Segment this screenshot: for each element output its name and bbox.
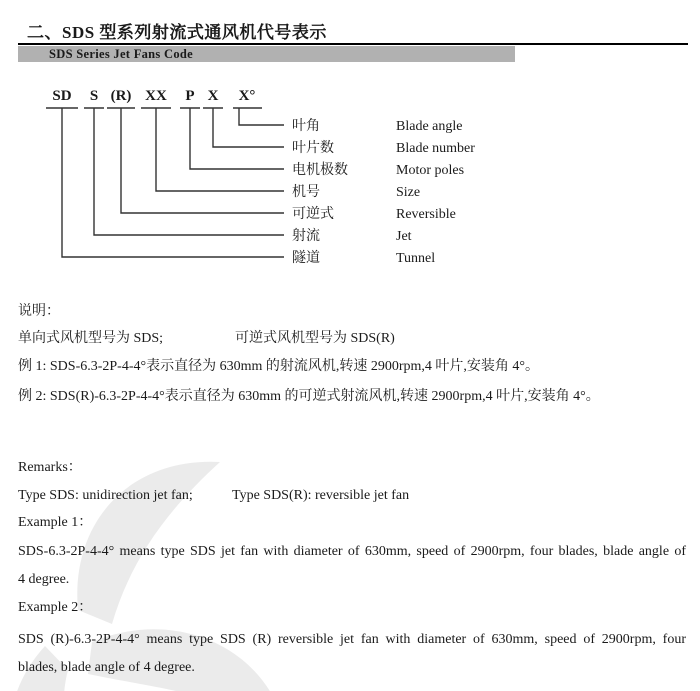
remarks-heading-en: Remarks：	[18, 460, 82, 475]
code-part-jet: S	[89, 88, 99, 104]
code-string	[52, 88, 255, 104]
fan-type-line-en	[18, 487, 410, 505]
label-blade-number-cn: 叶片数	[292, 141, 334, 156]
page-subtitle: SDS Series Jet Fans Code	[49, 46, 194, 61]
code-part-blade-number: X	[207, 88, 219, 104]
example-1-line-2-en: 4 degree.	[18, 572, 70, 587]
code-part-tunnel: SD	[52, 88, 72, 104]
label-tunnel-en: Tunnel	[396, 251, 436, 266]
label-reversible-cn: 可逆式	[292, 207, 334, 222]
label-size-en: Size	[396, 185, 421, 200]
type-reversible-en: Type SDS(R): reversible jet fan	[232, 488, 410, 503]
example-2-line-1-en: SDS (R)-6.3-2P-4-4° means type SDS (R) reversible jet fan with diameter of 630mm, speed of 2900rpm, four	[18, 632, 686, 647]
label-jet-en: Jet	[396, 229, 412, 244]
code-part-size: XX	[145, 88, 167, 104]
code-diagram	[0, 82, 700, 282]
label-blade-angle-cn: 叶角	[292, 119, 320, 134]
title-underline-rule	[18, 43, 688, 45]
type-unidirectional-en: Type SDS: unidirection jet fan;	[18, 488, 193, 503]
fan-type-line-cn	[18, 330, 395, 348]
code-part-reversible: (R)	[110, 88, 132, 104]
diagram-labels-cn	[292, 118, 348, 266]
code-part-blade-angle: X°	[238, 88, 256, 104]
label-blade-number-en: Blade number	[396, 141, 475, 156]
page-title: 二、SDS 型系列射流式通风机代号表示	[27, 23, 327, 42]
subtitle-bar	[18, 46, 515, 62]
example-2-label-en: Example 2：	[18, 600, 93, 615]
example-1-line-1-en: SDS-6.3-2P-4-4° means type SDS jet fan with diameter of 630mm, speed of 2900rpm, four blades, blade angle of	[18, 544, 686, 559]
label-motor-poles-en: Motor poles	[396, 163, 465, 178]
diagram-labels-en	[396, 119, 475, 266]
label-reversible-en: Reversible	[396, 207, 456, 222]
label-size-cn: 机号	[292, 185, 320, 200]
notes-heading-cn: 说明：	[18, 304, 60, 319]
code-part-motor-poles: P	[185, 88, 195, 104]
type-reversible-cn: 可逆式风机型号为 SDS(R)	[235, 331, 395, 346]
label-motor-poles-cn: 电机极数	[292, 163, 348, 178]
example-2-cn: 例 2: SDS(R)-6.3-2P-4-4°表示直径为 630mm 的可逆式射流风机,转速 2900rpm,4 叶片,安装角 4°。	[18, 389, 600, 404]
example-1-cn: 例 1: SDS-6.3-2P-4-4°表示直径为 630mm 的射流风机,转速 2900rpm,4 叶片,安装角 4°。	[18, 359, 540, 374]
type-unidirectional-cn: 单向式风机型号为 SDS;	[18, 331, 164, 346]
label-jet-cn: 射流	[292, 229, 320, 244]
example-2-line-2-en: blades, blade angle of 4 degree.	[18, 660, 195, 675]
label-tunnel-cn: 隧道	[292, 251, 320, 266]
connector-lines	[46, 108, 284, 257]
label-blade-angle-en: Blade angle	[396, 119, 463, 134]
example-1-label-en: Example 1：	[18, 515, 93, 530]
